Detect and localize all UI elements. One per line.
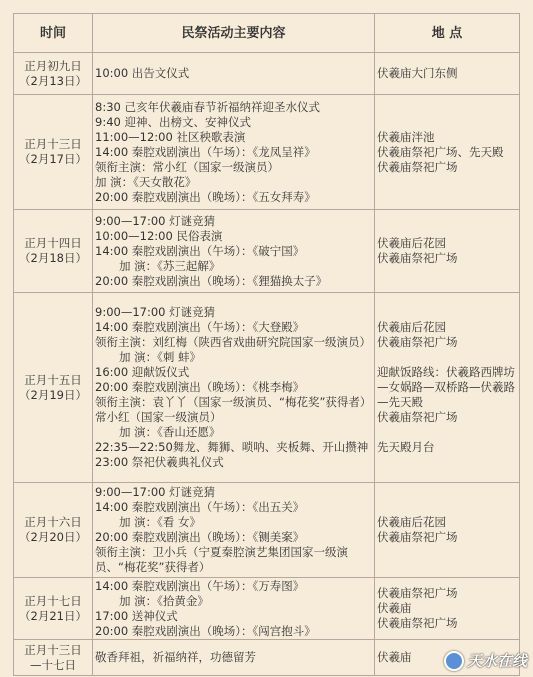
activity-line: 加 演：《香山还愿》	[119, 425, 221, 439]
activity-line: 23:00 祭祀伏羲典礼仪式	[95, 455, 224, 469]
activity-line: 10:00 出告文仪式	[95, 66, 190, 80]
location-cell	[375, 95, 520, 210]
activity-line: 加 演：《天女散花》	[95, 174, 197, 189]
date-line: 正月十六日	[24, 515, 82, 529]
activity-line: 加 演：《刺 蚌》	[119, 350, 202, 364]
location-line: 伏羲庙后花园	[377, 515, 446, 529]
location-line: 伏羲庙祭祀广场	[377, 530, 458, 544]
activity-line: 14:00 秦腔戏剧演出（午场）：《龙凤呈祥》	[95, 144, 316, 159]
location-line: 伏羲庙祭祀广场	[377, 159, 458, 174]
header-content: 民祭活动主要内容	[93, 14, 375, 53]
content-cell	[93, 53, 375, 95]
table-header-row	[14, 14, 520, 53]
date-line: 正月十五日	[24, 372, 82, 387]
location-line: 伏羲庙祭祀广场、先天殿	[377, 144, 504, 159]
activity-line: 加 演：《苏三起解》	[119, 258, 221, 273]
activity-line: 20:00 秦腔戏剧演出（晚场）：《铡美案》	[95, 530, 305, 544]
activity-line: 领衔主演：常小红（国家一级演员）	[95, 159, 279, 174]
blue-circle-logo-icon	[444, 651, 464, 671]
activity-line: 加 演：《拾黄金》	[119, 593, 209, 608]
date-line: —十七日	[30, 657, 76, 672]
date-cell	[14, 210, 93, 293]
activity-line: 22:35—22:50舞龙、舞狮、唢呐、夹板舞、开山攒神	[95, 440, 369, 454]
date-cell	[14, 53, 93, 95]
activity-line: 领衔主演：刘红梅（陕西省戏曲研究院国家一级演员）	[95, 335, 371, 349]
location-line: 伏羲庙泮池	[377, 129, 435, 144]
table-row	[14, 95, 520, 210]
activity-line: 领衔主演：袁丫丫（国家一级演员、“梅花奖”获得者）常小红（国家一级演员）	[95, 395, 372, 424]
date-line: 正月十四日	[24, 236, 82, 250]
date-line: 正月初九日	[24, 58, 82, 73]
date-line: （2月18日）	[19, 251, 87, 265]
activity-line: 20:00 秦腔戏剧演出（晚场）：《桃李梅》	[95, 380, 305, 394]
location-line: 伏羲庙祭祀广场	[377, 616, 458, 630]
location-line: 伏羲庙	[377, 650, 412, 664]
date-cell	[14, 293, 93, 483]
location-line: 伏羲庙祭祀广场	[377, 251, 458, 265]
location-line: 伏羲庙祭祀广场	[377, 410, 458, 424]
date-line: 正月十三日	[24, 137, 82, 151]
content-cell	[93, 210, 375, 293]
content-cell	[93, 578, 375, 640]
location-line: 伏羲庙大门东侧	[377, 66, 458, 80]
location-cell	[375, 210, 520, 293]
date-line: （2月21日）	[19, 608, 87, 623]
activity-line: 14:00 秦腔戏剧演出（午场）：《破宁国》	[95, 243, 305, 258]
date-cell	[14, 640, 93, 676]
date-line: （2月20日）	[19, 530, 87, 544]
activity-line: 14:00 秦腔戏剧演出（午场）：《大登殿》	[95, 320, 305, 334]
location-cell	[375, 578, 520, 640]
location-cell	[375, 53, 520, 95]
table-row	[14, 210, 520, 293]
location-cell	[375, 483, 520, 578]
content-cell	[93, 95, 375, 210]
activity-line: 9:00—17:00 灯谜竞猜	[95, 213, 216, 228]
date-line: （2月19日）	[19, 387, 87, 402]
activity-line: 14:00 秦腔戏剧演出（午场）：《万寿图》	[95, 578, 305, 593]
activity-line: 加 演：《看 女》	[119, 515, 202, 529]
table-row	[14, 483, 520, 578]
activity-line: 14:00 秦腔戏剧演出（午场）：《出五关》	[95, 500, 305, 514]
watermark-text: 天水在线	[466, 652, 527, 670]
location-spacer	[377, 350, 517, 365]
location-line: 伏羲庙后花园	[377, 236, 446, 250]
activity-line: 8:30 己亥年伏羲庙春节祈福纳祥迎圣水仪式	[95, 99, 320, 114]
date-cell	[14, 95, 93, 210]
location-line: 伏羲庙祭祀广场	[377, 586, 458, 600]
location-line: 伏羲庙后花园	[377, 320, 446, 334]
activity-line: 9:00—17:00 灯谜竞猜	[95, 485, 216, 499]
activity-line: 敬香拜祖，祈福纳祥，功德留芳	[95, 650, 256, 664]
location-line: 伏羲庙祭祀广场	[377, 335, 458, 349]
location-cell	[375, 293, 520, 483]
header-place: 地 点	[375, 14, 520, 53]
activity-line: 20:00 秦腔戏剧演出（晚场）：《五女拜寿》	[95, 189, 316, 204]
date-line: 正月十三日	[24, 642, 82, 657]
watermark	[444, 650, 527, 671]
activity-line: 9:00—17:00 灯谜竞猜	[95, 305, 216, 319]
location-line: 伏羲庙	[377, 601, 412, 615]
activity-line: 20:00 秦腔戏剧演出（晚场）：《闯宫抱斗》	[95, 623, 316, 638]
location-line: 迎献饭路线：伏羲路西牌坊—女娲路—双桥路—伏羲路—先天殿	[377, 365, 515, 409]
header-time: 时间	[14, 14, 93, 53]
location-spacer	[377, 425, 517, 440]
schedule-table	[13, 13, 520, 676]
date-cell	[14, 483, 93, 578]
activity-line: 20:00 秦腔戏剧演出（晚场）：《狸猫换太子》	[95, 273, 328, 288]
activity-line: 16:00 迎献饭仪式	[95, 365, 190, 379]
date-cell	[14, 578, 93, 640]
activity-line: 11:00—12:00 社区秧歌表演	[95, 129, 246, 144]
activity-line: 9:40 迎神、出榜文、安神仪式	[95, 114, 251, 129]
table-row	[14, 53, 520, 95]
date-line: （2月17日）	[19, 152, 87, 166]
activity-line: 17:00 送神仪式	[95, 608, 178, 623]
table-row	[14, 578, 520, 640]
table-row	[14, 293, 520, 483]
location-line: 先天殿月台	[377, 440, 435, 454]
activity-line: 领衔主演：卫小兵（宁夏秦腔演艺集团国家一级演员、“梅花奖”获得者）	[95, 545, 348, 574]
date-line: 正月十七日	[24, 593, 82, 608]
activity-line: 10:00—12:00 民俗表演	[95, 228, 223, 243]
content-cell	[93, 640, 375, 676]
content-cell	[93, 293, 375, 483]
date-line: （2月13日）	[19, 73, 87, 88]
content-cell	[93, 483, 375, 578]
